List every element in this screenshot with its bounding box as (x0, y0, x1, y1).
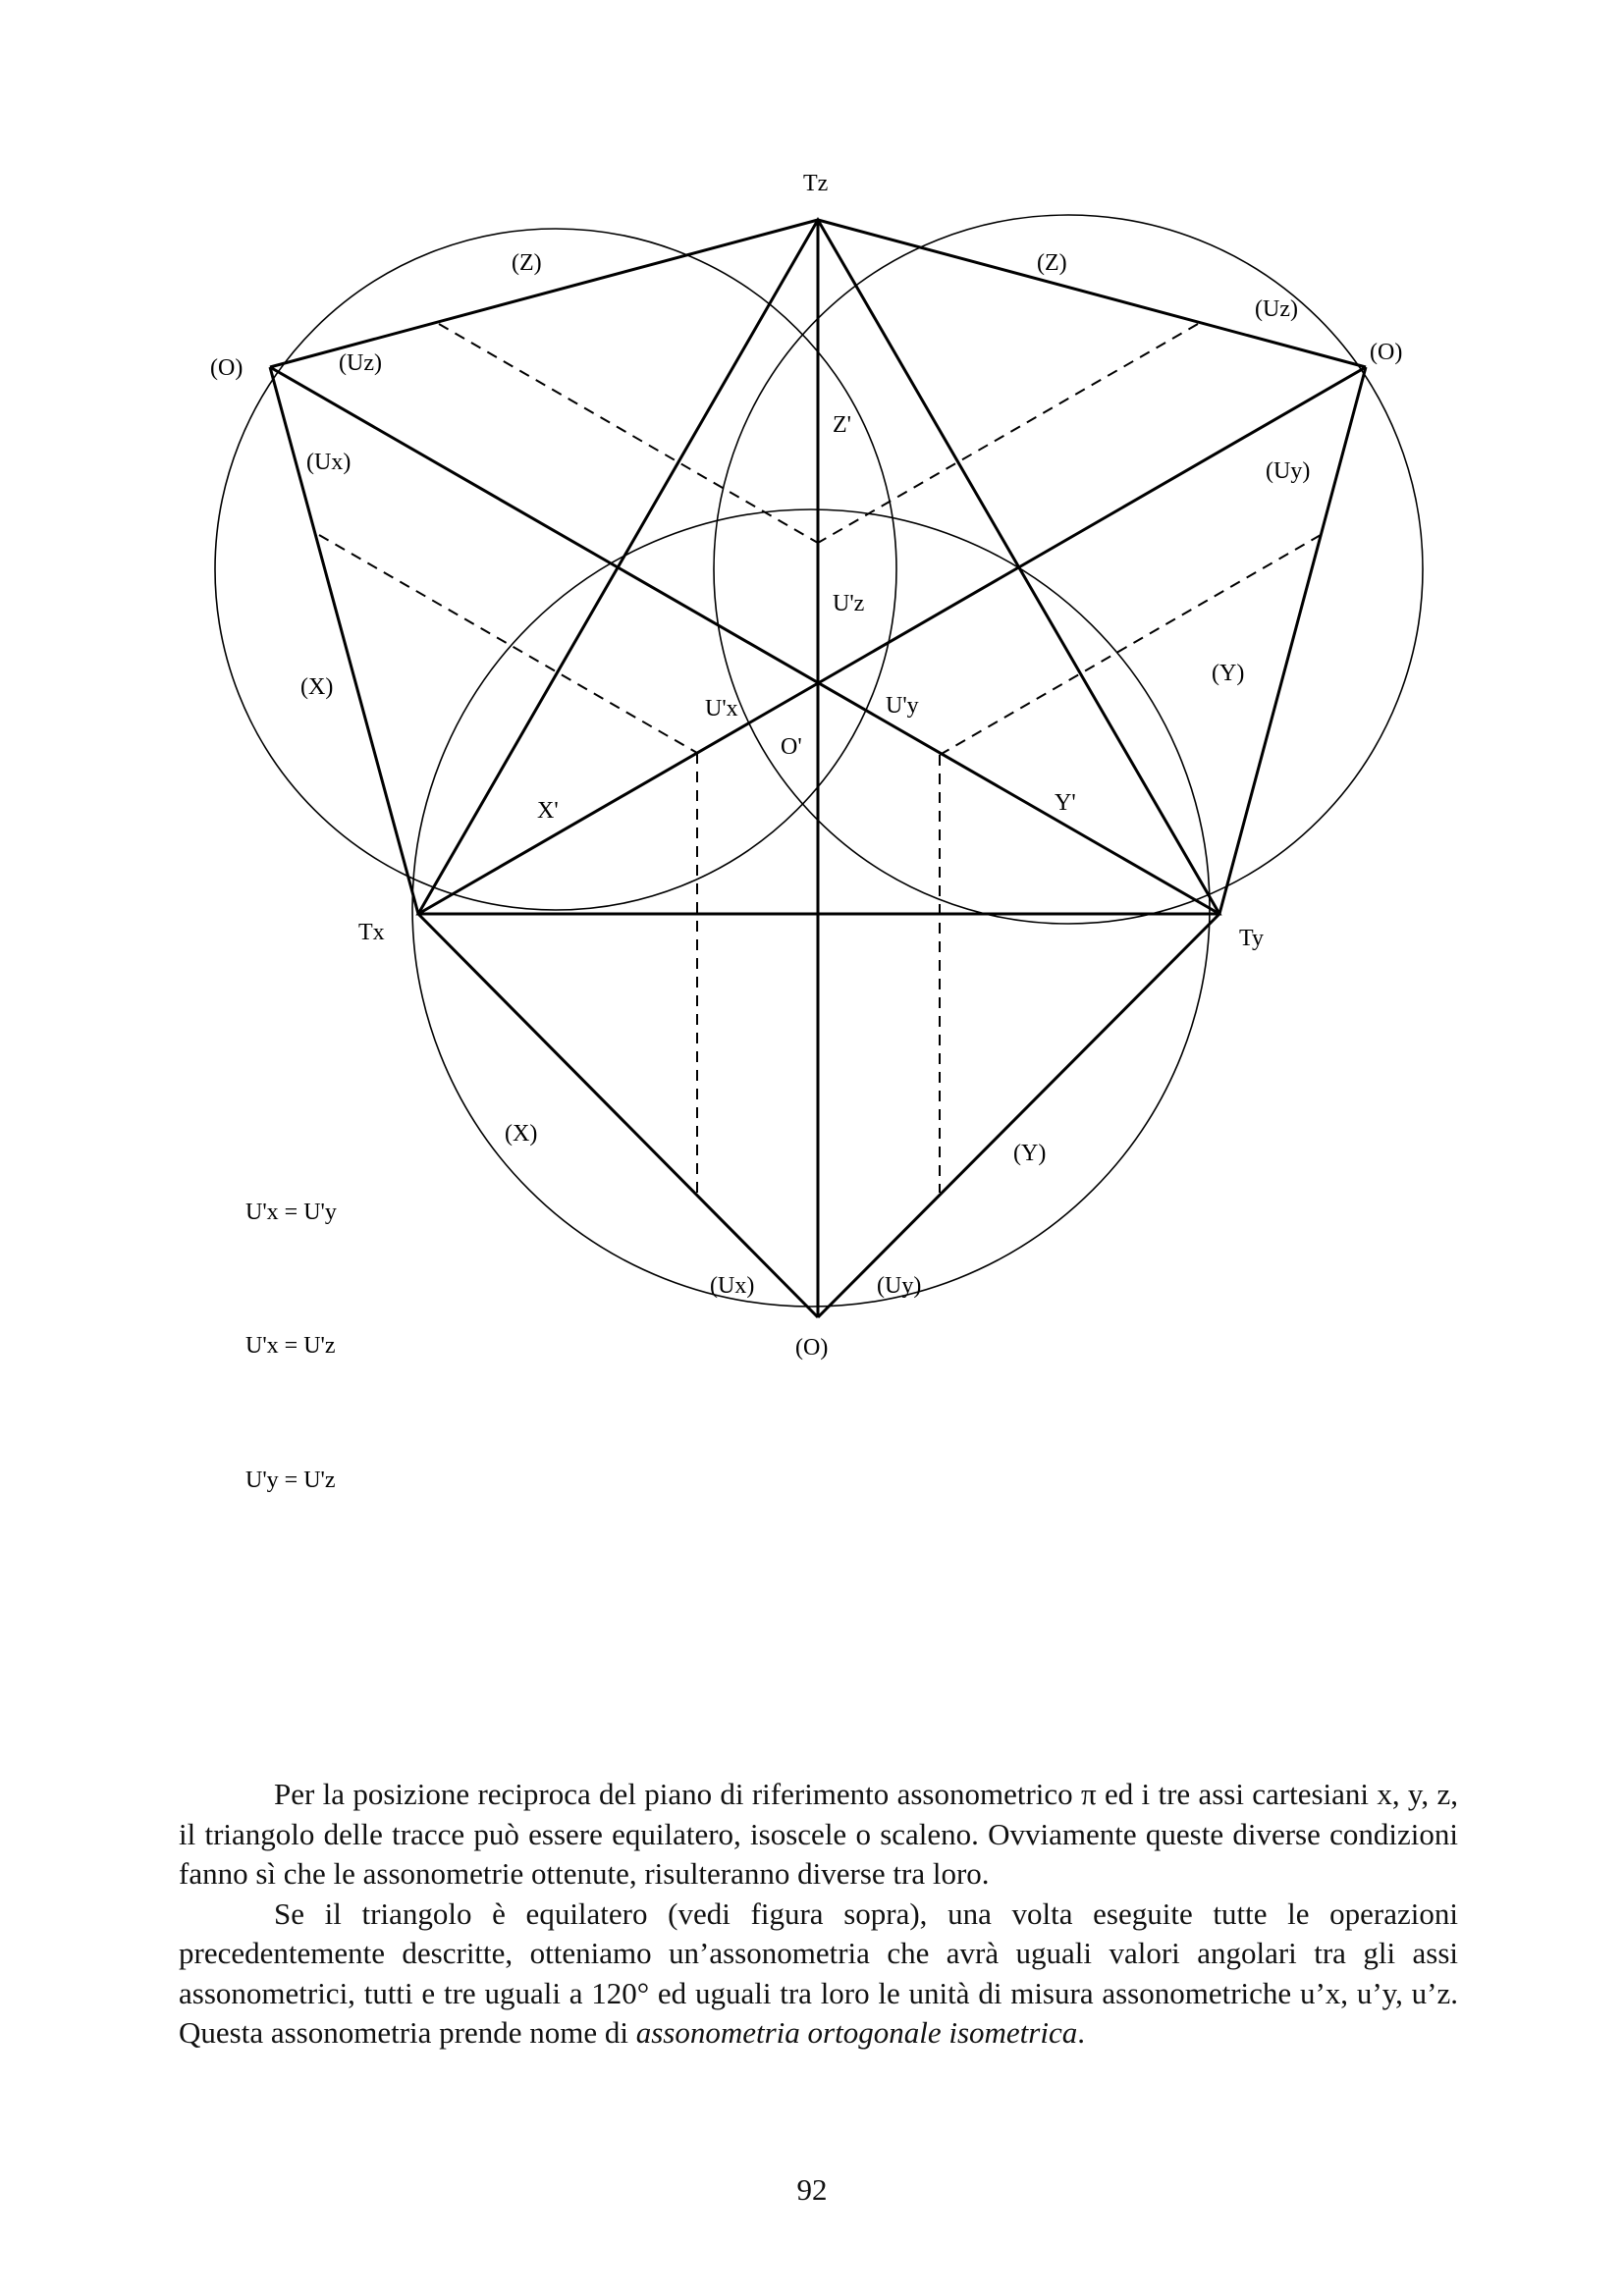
label-uy-right: (Uy) (1266, 458, 1311, 484)
paragraph-2-lead: Se il triangolo è equilatero (vedi figura sopra), una volta eseguite tutte le operazioni precedentemente descritte, otteniamo un’assonometria che avrà uguali valori angolari tra gli assi assonometrici, tutti e tre uguali a 120° ed uguali tra loro le unità di misura assonometriche u’x, u’y, u’z. Questa assonometria prende nome di (179, 1896, 1458, 2050)
body-text (179, 1775, 1458, 2054)
label-ux-prime: U'x (705, 696, 738, 721)
label-o-prime: O' (781, 734, 802, 760)
rebated-y-bottom (818, 914, 1219, 1317)
label-x-left: (X) (300, 674, 334, 700)
rebated-z-left (270, 220, 818, 367)
dash-ux-left (319, 535, 697, 753)
label-y-prime: Y' (1055, 790, 1076, 816)
label-y-bottom: (Y) (1013, 1141, 1047, 1166)
axis-x-altitude (418, 367, 1366, 914)
rebated-z-right (818, 220, 1366, 367)
circle-right (714, 215, 1423, 924)
paragraph-2 (179, 1895, 1458, 2054)
paragraph-1: Per la posizione reciproca del piano di riferimento assonometrico π ed i tre assi cartesiani x, y, z, il triangolo delle tracce può essere equilatero, isoscele o scaleno. Ovviamente queste diverse condizioni fanno sì che le assonometrie ottenute, risulteranno diverse tra loro. (179, 1777, 1458, 1891)
label-uz-left: (Uz) (339, 350, 382, 376)
label-ty: Ty (1239, 926, 1264, 951)
circle-bottom (412, 509, 1210, 1307)
label-uz-prime: U'z (833, 591, 865, 616)
label-uz-right: (Uz) (1255, 296, 1298, 322)
label-tz: Tz (803, 171, 829, 196)
equality-ux-uz: U'x = U'z (245, 1333, 336, 1359)
label-ux-bottom: (Ux) (710, 1273, 755, 1299)
label-o-left: (O) (210, 355, 244, 381)
label-uy-bottom: (Uy) (877, 1273, 922, 1299)
label-o-right: (O) (1370, 340, 1403, 365)
label-tx: Tx (358, 920, 385, 945)
rebated-y-right (1219, 367, 1366, 914)
figure-labels (210, 171, 1402, 1361)
label-z-prime: Z' (833, 412, 851, 438)
label-y-right: (Y) (1212, 661, 1245, 686)
equality-ux-uy: U'x = U'y (245, 1200, 337, 1225)
label-o-bottom: (O) (795, 1335, 829, 1361)
label-x-bottom: (X) (505, 1121, 538, 1147)
label-z-right: (Z) (1037, 250, 1067, 276)
paragraph-2-end: . (1077, 2015, 1085, 2050)
label-ux-left: (Ux) (306, 450, 352, 475)
paragraph-2-term: assonometria ortogonale isometrica (635, 2015, 1078, 2050)
axis-y-altitude (270, 367, 1219, 914)
label-z-left: (Z) (512, 250, 542, 276)
label-x-prime: X' (537, 798, 559, 824)
label-uy-prime: U'y (886, 693, 919, 719)
dash-uz-right (818, 324, 1198, 543)
dash-uz-left (439, 324, 818, 543)
equality-uy-uz: U'y = U'z (245, 1468, 336, 1493)
page-number: 92 (796, 2172, 828, 2207)
dash-uy-right (940, 535, 1321, 755)
